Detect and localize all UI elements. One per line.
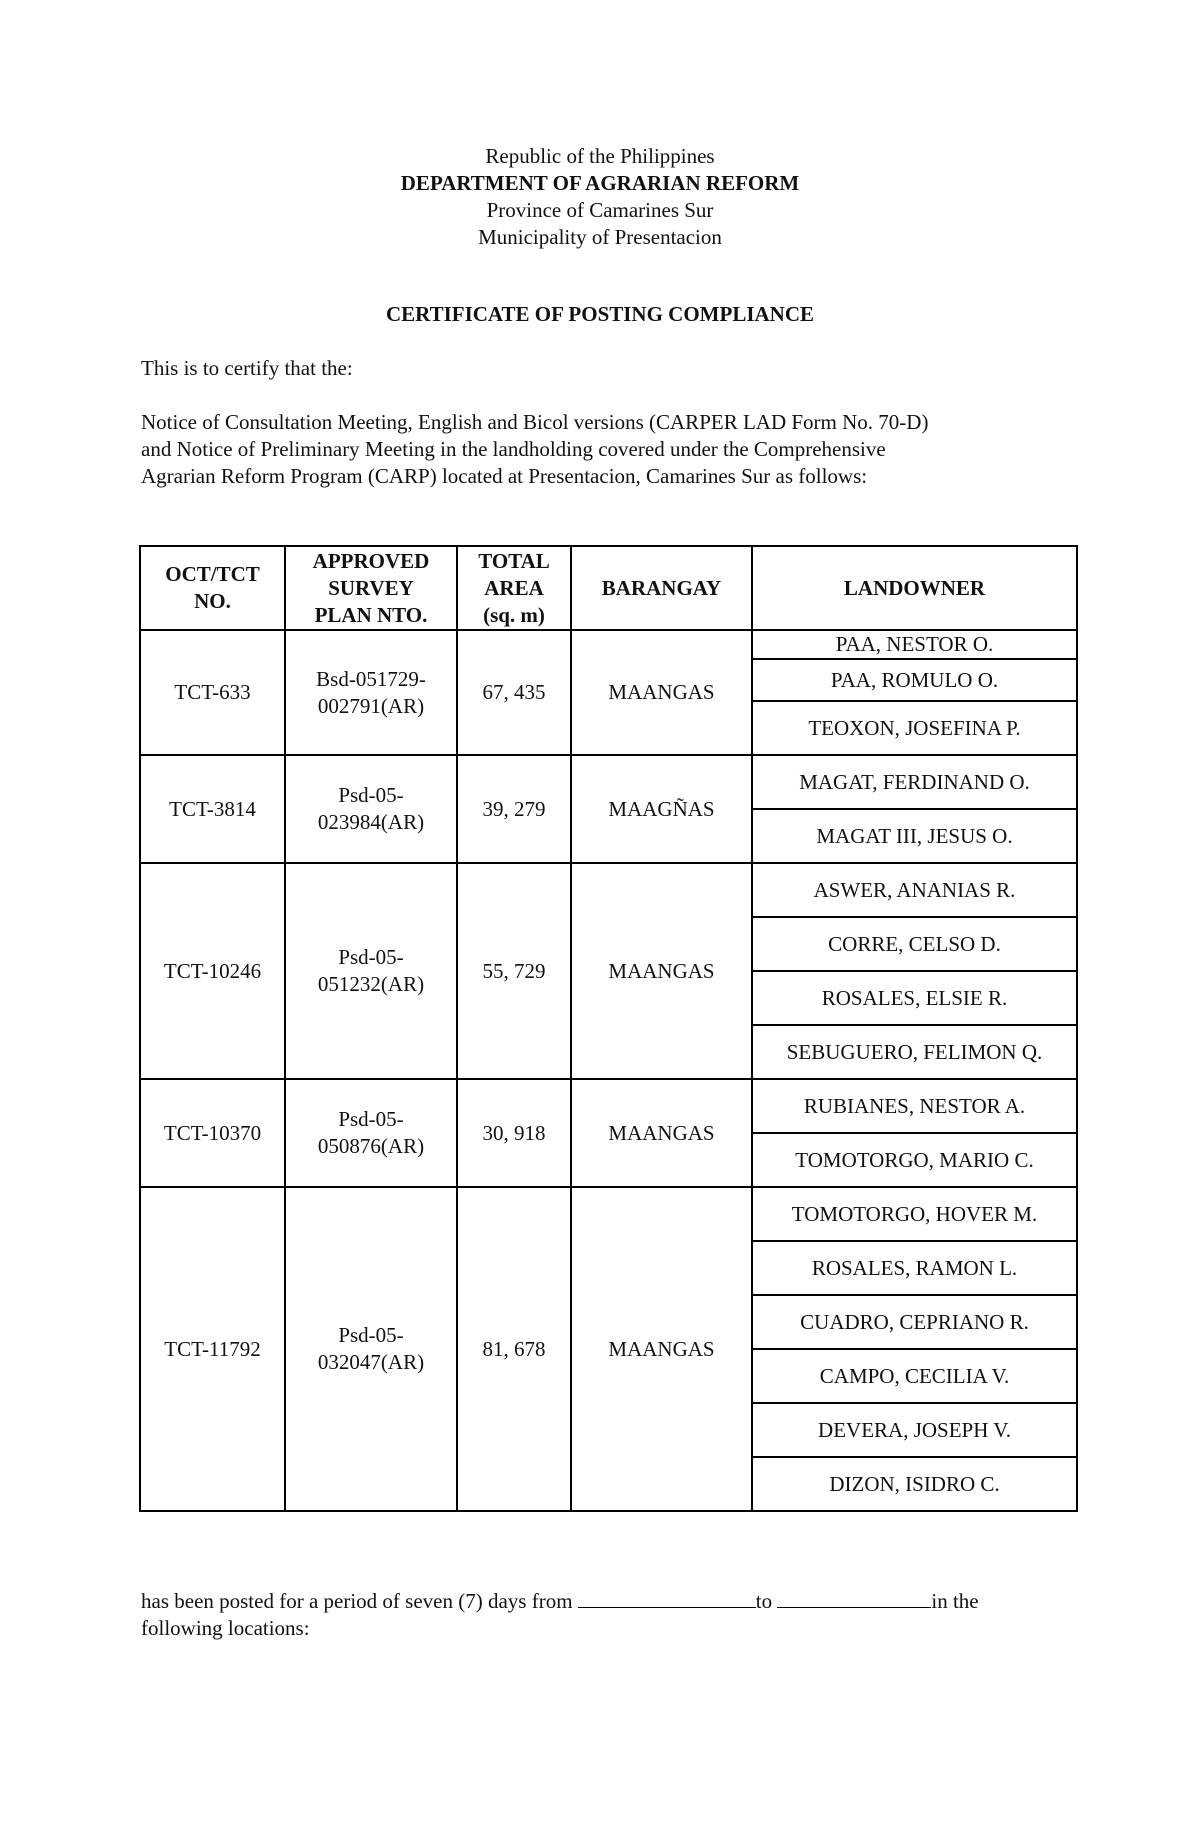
table-row	[140, 1187, 1077, 1241]
area-cell: 55, 729	[457, 863, 571, 1079]
landowner-cell: ASWER, ANANIAS R.	[752, 863, 1077, 917]
survey-plan-cell: Psd-05- 032047(AR)	[285, 1187, 457, 1511]
notice-line-2: and Notice of Preliminary Meeting in the landholding covered under the Comprehensive	[141, 437, 886, 461]
date-to-blank[interactable]	[777, 1589, 931, 1608]
survey-plan-cell: Psd-05- 023984(AR)	[285, 755, 457, 863]
closing-text-c: in the	[931, 1589, 979, 1613]
header-barangay: BARANGAY	[571, 546, 752, 630]
tct-cell: TCT-10246	[140, 863, 285, 1079]
landowner-cell: TOMOTORGO, HOVER M.	[752, 1187, 1077, 1241]
closing-line-1	[141, 1588, 1081, 1615]
barangay-cell: MAANGAS	[571, 630, 752, 755]
closing-text-a: has been posted for a period of seven (7) days from	[141, 1589, 578, 1613]
table-header-row	[140, 546, 1077, 630]
table-row	[140, 755, 1077, 809]
tct-cell: TCT-11792	[140, 1187, 285, 1511]
landowner-cell: ROSALES, ELSIE R.	[752, 971, 1077, 1025]
date-from-blank[interactable]	[578, 1589, 756, 1608]
survey-plan-cell: Bsd-051729- 002791(AR)	[285, 630, 457, 755]
notice-line-1: Notice of Consultation Meeting, English and Bicol versions (CARPER LAD Form No. 70-D)	[141, 410, 929, 434]
closing-text-b: to	[755, 1589, 778, 1613]
landowner-cell: RUBIANES, NESTOR A.	[752, 1079, 1077, 1133]
landowner-cell: DEVERA, JOSEPH V.	[752, 1403, 1077, 1457]
header-province: Province of Camarines Sur	[486, 198, 714, 222]
landowner-cell: PAA, NESTOR O.	[752, 630, 1077, 659]
landholding-table	[139, 545, 1078, 1512]
tct-cell: TCT-3814	[140, 755, 285, 863]
table-row	[140, 1079, 1077, 1133]
tct-cell: TCT-633	[140, 630, 285, 755]
document-title: CERTIFICATE OF POSTING COMPLIANCE	[385, 302, 815, 326]
notice-paragraph	[141, 409, 1081, 490]
landowner-cell: MAGAT III, JESUS O.	[752, 809, 1077, 863]
barangay-cell: MAANGAS	[571, 1187, 752, 1511]
header-survey-plan: APPROVED SURVEY PLAN NTO.	[285, 546, 457, 630]
closing-line-2: following locations:	[141, 1616, 310, 1640]
landowner-cell: MAGAT, FERDINAND O.	[752, 755, 1077, 809]
barangay-cell: MAAGÑAS	[571, 755, 752, 863]
header-total-area: TOTAL AREA (sq. m)	[457, 546, 571, 630]
header-department: DEPARTMENT OF AGRARIAN REFORM	[400, 171, 800, 195]
intro-text: This is to certify that the:	[141, 356, 353, 380]
header-oct-tct: OCT/TCT NO.	[140, 546, 285, 630]
area-cell: 30, 918	[457, 1079, 571, 1187]
area-cell: 39, 279	[457, 755, 571, 863]
tct-cell: TCT-10370	[140, 1079, 285, 1187]
landowner-cell: CUADRO, CEPRIANO R.	[752, 1295, 1077, 1349]
area-cell: 81, 678	[457, 1187, 571, 1511]
closing-paragraph	[141, 1588, 1081, 1642]
header-municipality: Municipality of Presentacion	[478, 225, 722, 249]
table-row	[140, 863, 1077, 917]
notice-line-3: Agrarian Reform Program (CARP) located at Presentacion, Camarines Sur as follows:	[141, 464, 868, 488]
header-republic: Republic of the Philippines	[485, 144, 715, 168]
table-row	[140, 630, 1077, 659]
landowner-cell: DIZON, ISIDRO C.	[752, 1457, 1077, 1511]
landowner-cell: TEOXON, JOSEFINA P.	[752, 701, 1077, 755]
landowner-cell: CAMPO, CECILIA V.	[752, 1349, 1077, 1403]
area-cell: 67, 435	[457, 630, 571, 755]
landowner-cell: CORRE, CELSO D.	[752, 917, 1077, 971]
survey-plan-cell: Psd-05- 050876(AR)	[285, 1079, 457, 1187]
landowner-cell: PAA, ROMULO O.	[752, 659, 1077, 701]
header-landowner: LANDOWNER	[752, 546, 1077, 630]
landowner-cell: SEBUGUERO, FELIMON Q.	[752, 1025, 1077, 1079]
landowner-cell: ROSALES, RAMON L.	[752, 1241, 1077, 1295]
landowner-cell: TOMOTORGO, MARIO C.	[752, 1133, 1077, 1187]
barangay-cell: MAANGAS	[571, 1079, 752, 1187]
barangay-cell: MAANGAS	[571, 863, 752, 1079]
survey-plan-cell: Psd-05- 051232(AR)	[285, 863, 457, 1079]
